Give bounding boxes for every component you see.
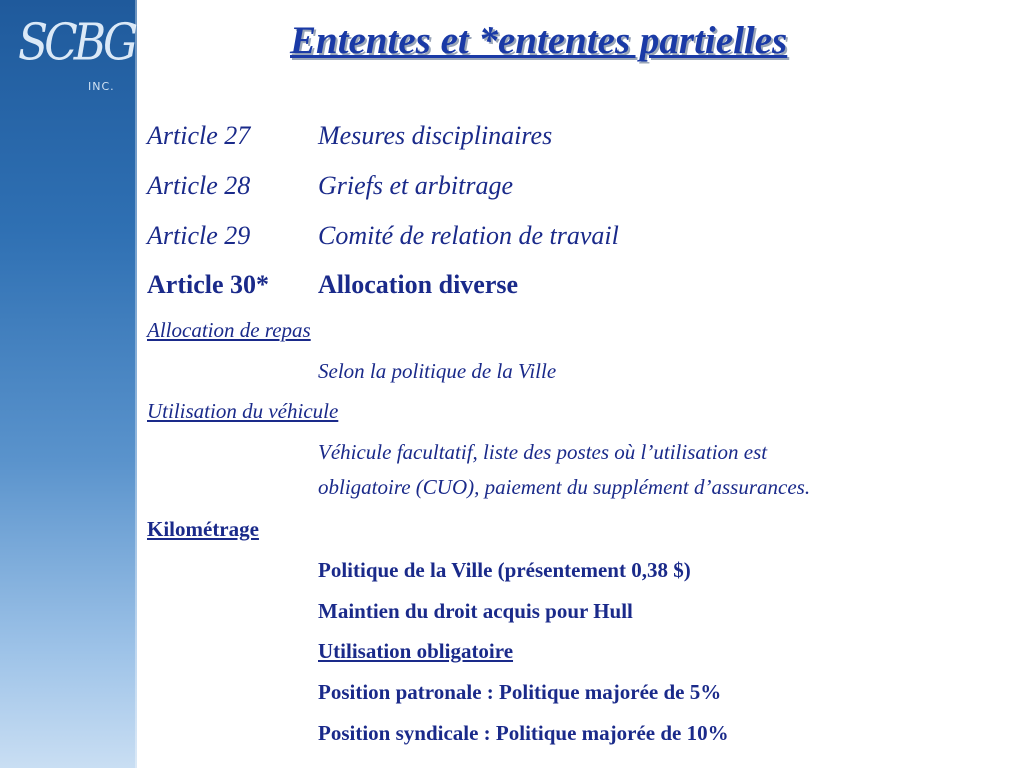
vehicule-text-line-1: Véhicule facultatif, liste des postes où l’utilisation est	[318, 440, 768, 464]
logo-subtitle: INC.	[88, 80, 115, 93]
vehicule-heading: Utilisation du véhicule	[147, 399, 339, 423]
article-title: Griefs et arbitrage	[318, 171, 513, 200]
logo-mark: SCBG	[18, 13, 135, 73]
sidebar-gradient	[0, 0, 137, 768]
article-title: Allocation diverse	[318, 270, 519, 299]
km-item: Politique de la Ville (présentement 0,38 $)	[318, 558, 691, 582]
km-item: Position syndicale : Politique majorée de 10%	[318, 721, 729, 745]
slide-title: Ententes et *ententes partielles	[290, 19, 788, 62]
km-item: Position patronale : Politique majorée de 5%	[318, 680, 722, 704]
article-number: Article 30*	[147, 270, 270, 299]
slide-content	[147, 0, 1017, 768]
article-number: Article 28	[147, 171, 251, 200]
repas-heading: Allocation de repas	[147, 318, 311, 342]
company-logo	[18, 13, 135, 98]
article-title: Comité de relation de travail	[318, 221, 619, 250]
km-item: Utilisation obligatoire	[318, 639, 514, 663]
vehicule-text-line-2: obligatoire (CUO), paiement du supplément d’assurances.	[318, 475, 811, 499]
km-item: Maintien du droit acquis pour Hull	[318, 599, 633, 623]
km-heading: Kilométrage	[147, 517, 259, 541]
article-number: Article 27	[147, 121, 251, 150]
repas-text: Selon la politique de la Ville	[318, 359, 557, 383]
article-title: Mesures disciplinaires	[318, 121, 553, 150]
article-number: Article 29	[147, 221, 251, 250]
